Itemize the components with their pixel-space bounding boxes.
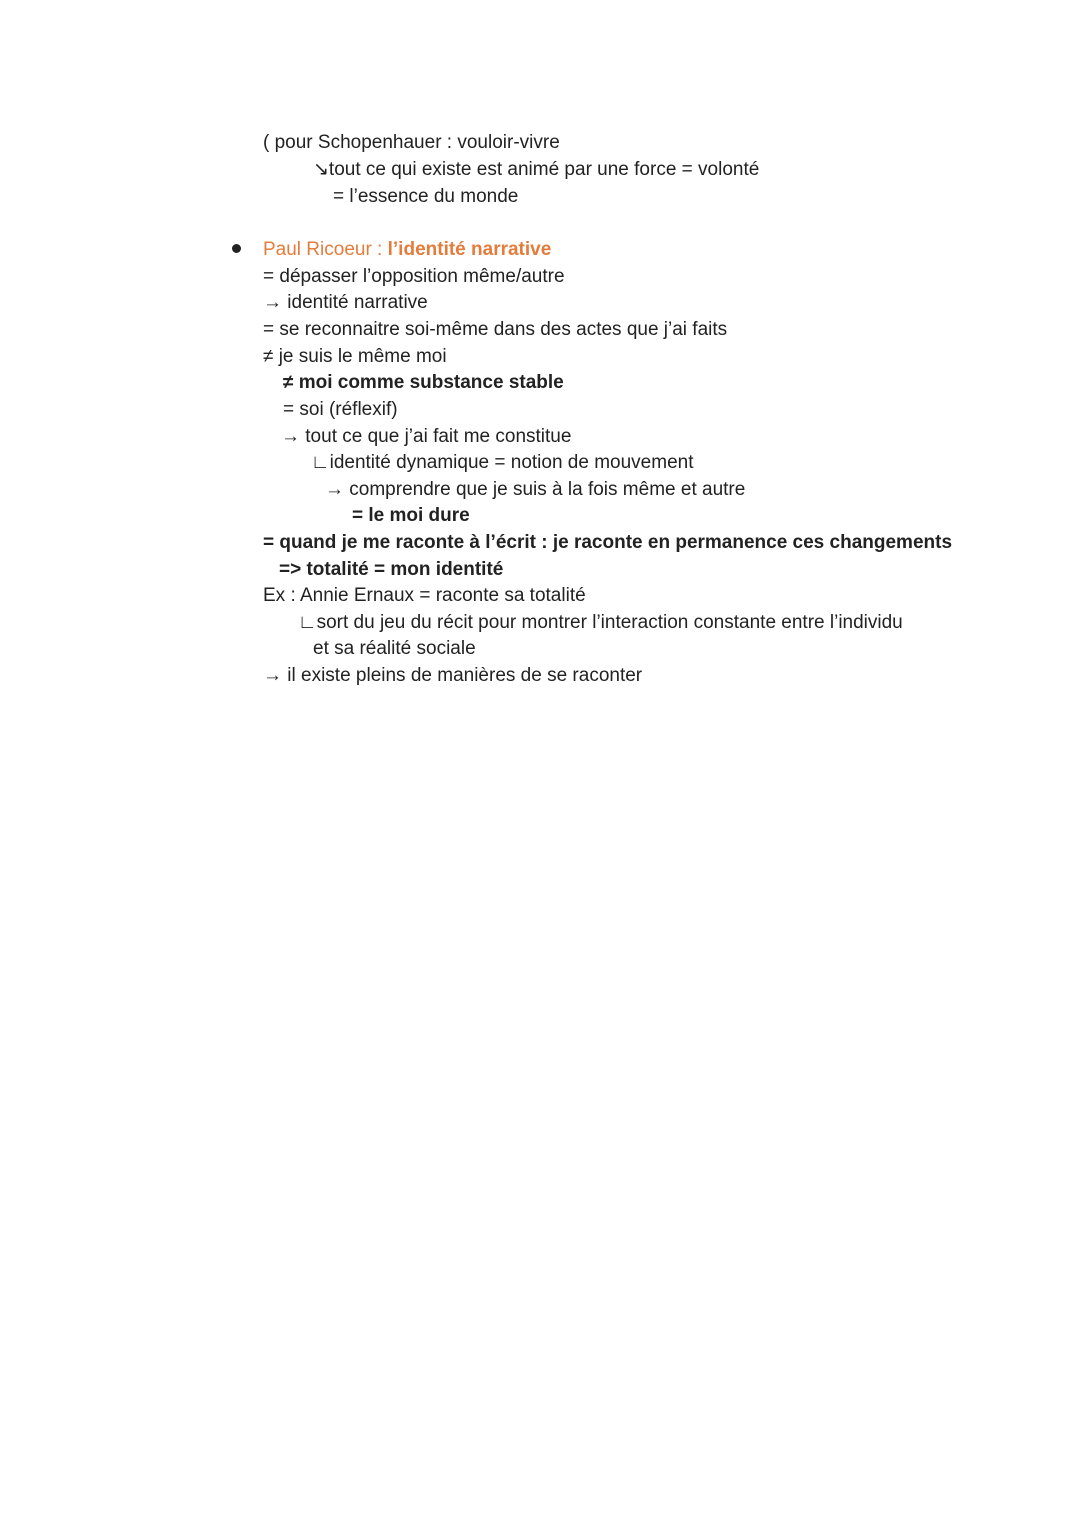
ricoeur-line: = le moi dure: [352, 505, 470, 526]
ricoeur-line: ≠ je suis le même moi: [263, 346, 447, 367]
ricoeur-line: = se reconnaitre soi-même dans des actes que j’ai faits: [263, 319, 728, 340]
schopenhauer-line-3: = l’essence du monde: [333, 186, 519, 207]
ricoeur-line: ∟identité dynamique = notion de mouvement: [311, 452, 694, 473]
ricoeur-line: → comprendre que je suis à la fois même et autre: [325, 479, 746, 500]
ricoeur-line: → il existe pleins de manières de se raconter: [263, 665, 643, 686]
ricoeur-line: = soi (réflexif): [283, 399, 398, 420]
ricoeur-line: ≠ moi comme substance stable: [283, 372, 564, 393]
ricoeur-heading-name: Paul Ricoeur :: [263, 239, 388, 260]
ricoeur-line: => totalité = mon identité: [279, 559, 504, 580]
ricoeur-line: → tout ce que j’ai fait me constitue: [281, 426, 572, 447]
ricoeur-line: ∟sort du jeu du récit pour montrer l’interaction constante entre l’individu: [298, 612, 903, 633]
ricoeur-line: = dépasser l’opposition même/autre: [263, 266, 565, 287]
bullet-icon: [232, 244, 241, 253]
schopenhauer-line-2: ↘tout ce qui existe est animé par une force = volonté: [313, 159, 760, 180]
ricoeur-line: = quand je me raconte à l’écrit : je raconte en permanence ces changements: [263, 532, 953, 553]
ricoeur-heading: [263, 239, 551, 261]
schopenhauer-line-1: ( pour Schopenhauer : vouloir-vivre: [263, 132, 560, 153]
ricoeur-line: et sa réalité sociale: [313, 638, 476, 659]
ricoeur-line: → identité narrative: [263, 292, 428, 313]
ricoeur-heading-concept: l’identité narrative: [387, 239, 552, 260]
ricoeur-line: Ex : Annie Ernaux = raconte sa totalité: [263, 585, 586, 606]
